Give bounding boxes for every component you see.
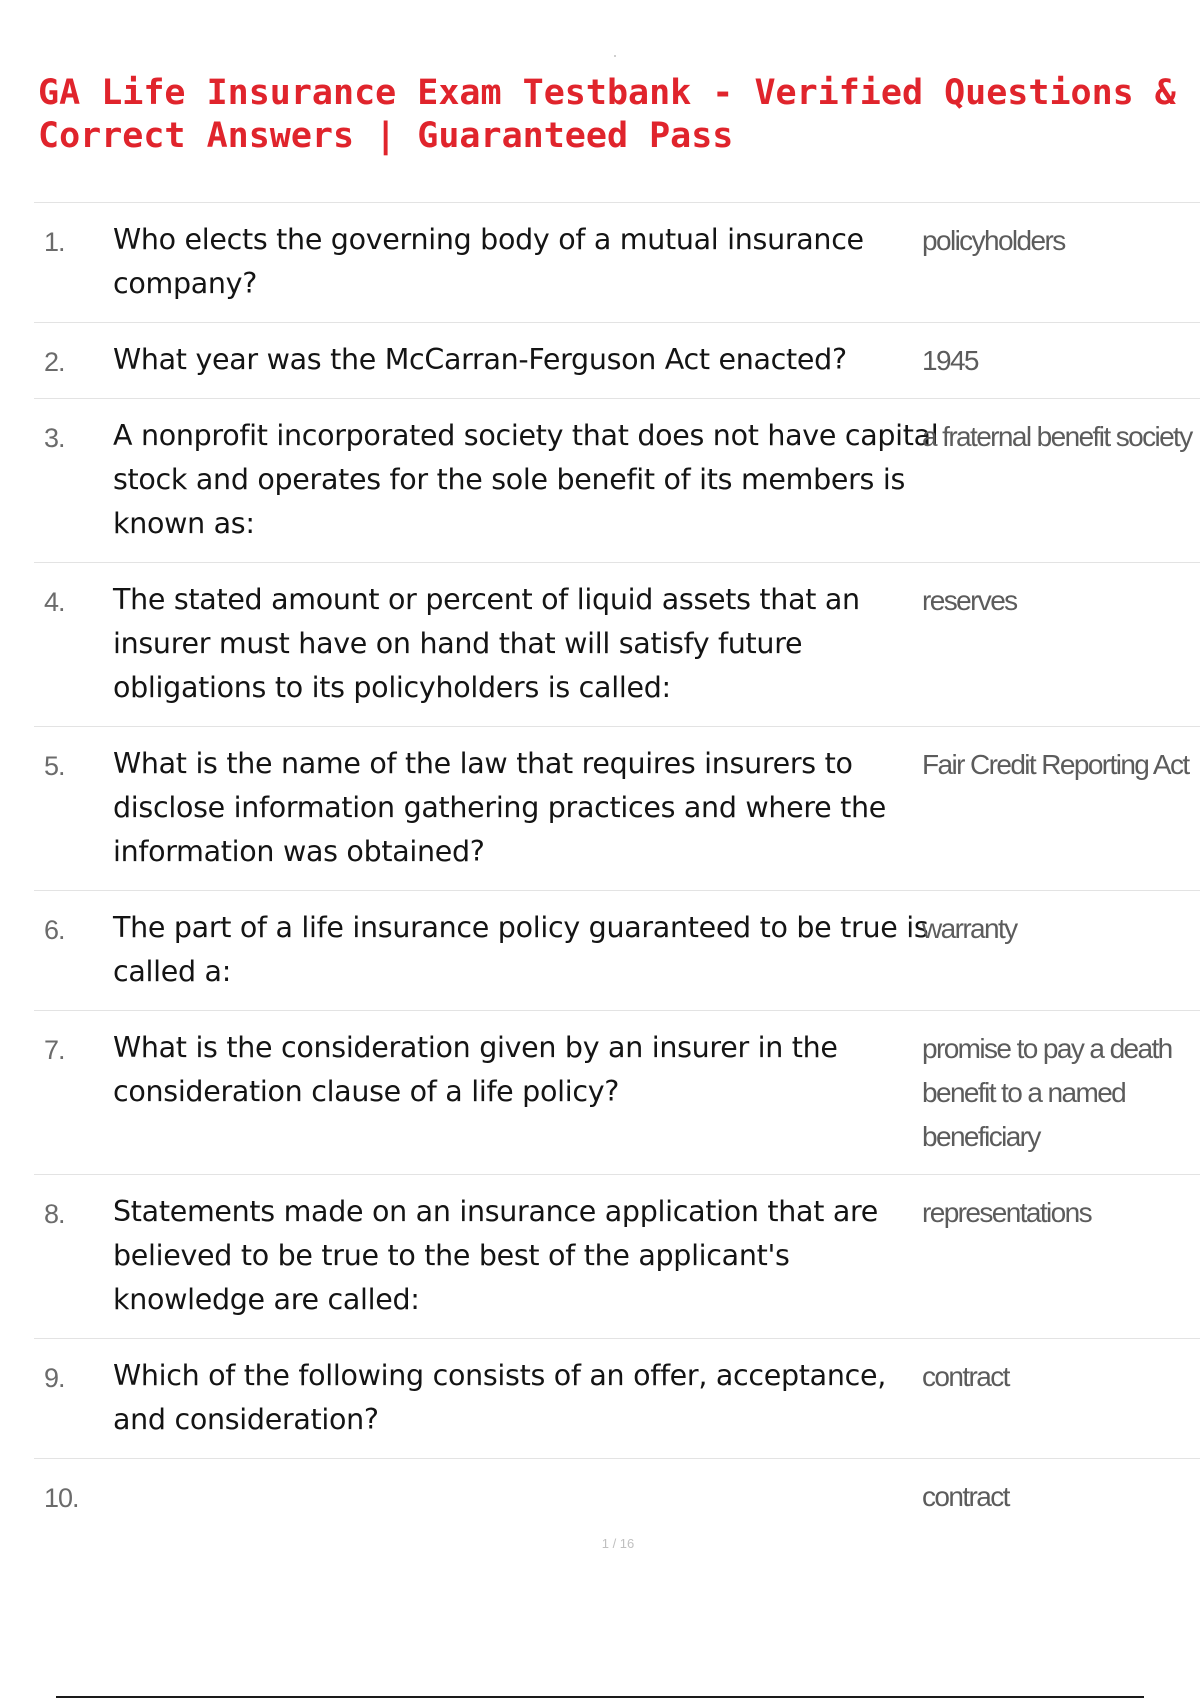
- answer-text: policyholders: [922, 225, 1065, 256]
- question-text: The stated amount or percent of liquid assets that an insurer must have on hand that will satisfy future obligations to its policyholders is called:: [113, 583, 860, 704]
- question-text: Which of the following consists of an offer, acceptance, and consideration?: [113, 1359, 886, 1436]
- scan-speck: [614, 55, 616, 57]
- qa-row: [34, 1175, 1200, 1339]
- bottom-divider: [56, 1696, 1144, 1698]
- question-text: The part of a life insurance policy guaranteed to be true is called a:: [113, 911, 929, 988]
- qa-row: [34, 891, 1200, 1011]
- answer-text: representations: [922, 1197, 1092, 1228]
- question-number: 3.: [44, 423, 65, 453]
- answer-text: contract: [922, 1481, 1009, 1512]
- question-number: 8.: [44, 1199, 65, 1229]
- question-number: 6.: [44, 915, 65, 945]
- qa-table: [34, 202, 1200, 1549]
- question-text: What is the consideration given by an insurer in the consideration clause of a life policy?: [113, 1031, 838, 1108]
- question-number: 7.: [44, 1035, 65, 1065]
- answer-text: a fraternal benefit society: [922, 421, 1192, 452]
- qa-row: [34, 563, 1200, 727]
- page-indicator: 1 / 16: [601, 1536, 635, 1551]
- question-text: What year was the McCarran-Ferguson Act enacted?: [113, 343, 847, 376]
- qa-row: [34, 399, 1200, 563]
- question-number: 4.: [44, 587, 65, 617]
- question-text: Who elects the governing body of a mutual insurance company?: [113, 223, 864, 300]
- qa-row: [34, 727, 1200, 891]
- qa-row: [34, 323, 1200, 399]
- question-number: 9.: [44, 1363, 65, 1393]
- qa-row: [34, 203, 1200, 323]
- question-number: 10.: [44, 1483, 79, 1513]
- qa-row: [34, 1339, 1200, 1459]
- question-text: Statements made on an insurance application that are believed to be true to the best of the applicant's knowledge are called:: [113, 1195, 879, 1316]
- question-number: 2.: [44, 347, 65, 377]
- answer-text: warranty: [922, 913, 1017, 944]
- question-number: 1.: [44, 227, 65, 257]
- document-title: GA Life Insurance Exam Testbank - Verified Questions & Correct Answers | Guaranteed Pass: [38, 73, 1176, 156]
- question-number: 5.: [44, 751, 65, 781]
- answer-text: reserves: [922, 585, 1017, 616]
- question-text: What is the name of the law that requires insurers to disclose information gathering practices and where the information was obtained?: [113, 747, 887, 868]
- answer-text: Fair Credit Reporting Act: [922, 749, 1189, 780]
- qa-row: [34, 1011, 1200, 1175]
- answer-text: promise to pay a death benefit to a named beneficiary: [922, 1033, 1172, 1152]
- answer-text: 1945: [922, 345, 978, 376]
- answer-text: contract: [922, 1361, 1009, 1392]
- question-text: A nonprofit incorporated society that does not have capital stock and operates for the sole benefit of its members is known as:: [113, 419, 939, 540]
